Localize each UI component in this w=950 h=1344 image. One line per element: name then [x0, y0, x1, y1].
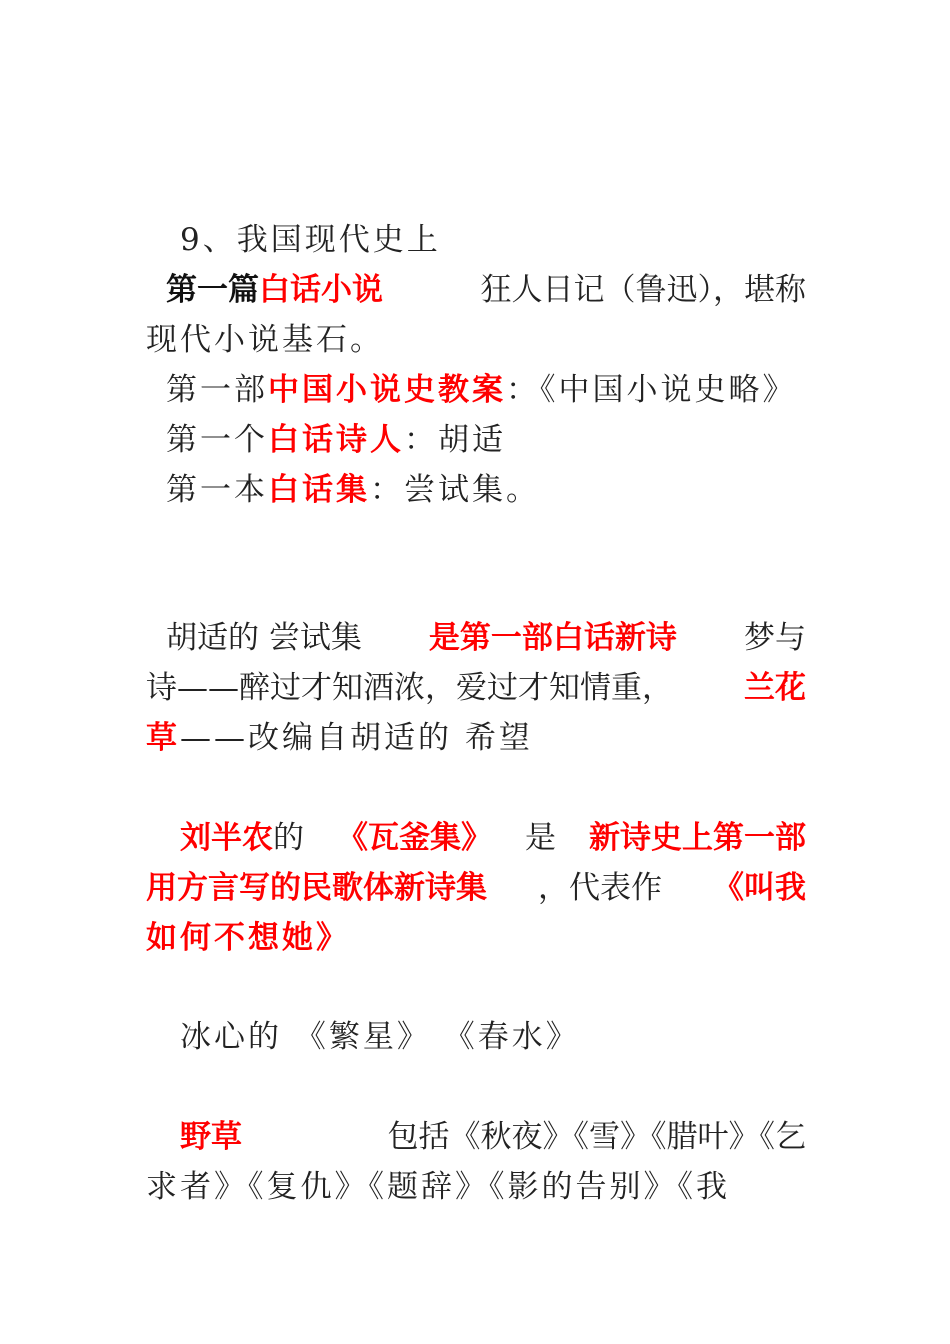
heading-text: 9、我国现代史上	[180, 222, 441, 258]
line-cornerstone	[146, 315, 806, 365]
text-novel-history-brief: ：《中国小说史略》	[506, 372, 797, 408]
line-wild-grass	[146, 1112, 806, 1162]
text-wild-grass-contents-2: 求者》《复仇》《题辞》《影的告别》《我	[146, 1169, 730, 1205]
text-bing-xin-works: 冰心的 《繁星》 《春水》	[180, 1019, 580, 1055]
line-liu-bannong	[146, 813, 806, 863]
highlight-dialect-folk-song-collection: 用方言写的民歌体新诗集	[146, 870, 487, 906]
text-drunk-lines: 诗——醉过才知酒浓，爱过才知情重，	[146, 670, 673, 706]
line-dialect-folk-songs	[146, 863, 806, 913]
line-hu-shi-experiments	[146, 613, 806, 663]
line-first-novel	[146, 265, 806, 315]
text-representative-work: ，代表作	[538, 870, 662, 906]
highlight-how-can-i: 《叫我	[713, 870, 806, 906]
line-first-collection	[146, 465, 806, 515]
section-heading	[146, 215, 806, 265]
line-not-miss-her	[146, 913, 806, 963]
highlight-vernacular-poet: 白话诗人	[268, 422, 404, 458]
line-first-novel-history	[146, 365, 806, 415]
line-orchid-grass	[146, 713, 806, 763]
text-de: 的	[273, 820, 304, 856]
highlight-first-vernacular-poetry: 是第一部白话新诗	[428, 620, 677, 656]
label-first-piece: 第一篇	[166, 272, 259, 308]
text-wild-grass-contents: 包括《秋夜》《雪》《腊叶》《乞	[387, 1119, 806, 1155]
highlight-wild-grass: 野草	[180, 1119, 242, 1155]
text-cornerstone: 现代小说基石。	[146, 322, 384, 358]
text-madman-diary: 狂人日记（鲁迅），堪称	[480, 272, 806, 308]
line-first-poet	[146, 415, 806, 465]
highlight-orchid: 兰花	[744, 670, 806, 706]
text-experiments: ：尝试集。	[370, 472, 540, 508]
line-dream-and-poetry	[146, 663, 806, 713]
highlight-not-miss-her: 如何不想她》	[146, 920, 350, 956]
text-adapted-from-hope: ——改编自胡适的 希望	[180, 720, 533, 756]
label-first-volume: 第一本	[166, 472, 268, 508]
highlight-liu-bannong: 刘半农	[180, 820, 273, 856]
text-shi: 是	[525, 820, 556, 856]
line-bing-xin	[146, 1012, 806, 1062]
highlight-novel-history-lecture: 中国小说史教案	[268, 372, 506, 408]
text-dream-and: 梦与	[743, 620, 806, 656]
text-hu-shi-experiments: 胡适的 尝试集	[166, 620, 362, 656]
highlight-wafu-collection: 《瓦釜集》	[337, 820, 492, 856]
text-hu-shi: ：胡适	[404, 422, 506, 458]
highlight-vernacular-collection: 白话集	[268, 472, 370, 508]
highlight-grass: 草	[146, 720, 180, 756]
label-first-person: 第一个	[166, 422, 268, 458]
highlight-vernacular-novel: 白话小说	[259, 272, 383, 308]
line-wild-grass-continued	[146, 1162, 806, 1212]
highlight-first-in-history: 新诗史上第一部	[589, 820, 806, 856]
label-first-book: 第一部	[166, 372, 268, 408]
